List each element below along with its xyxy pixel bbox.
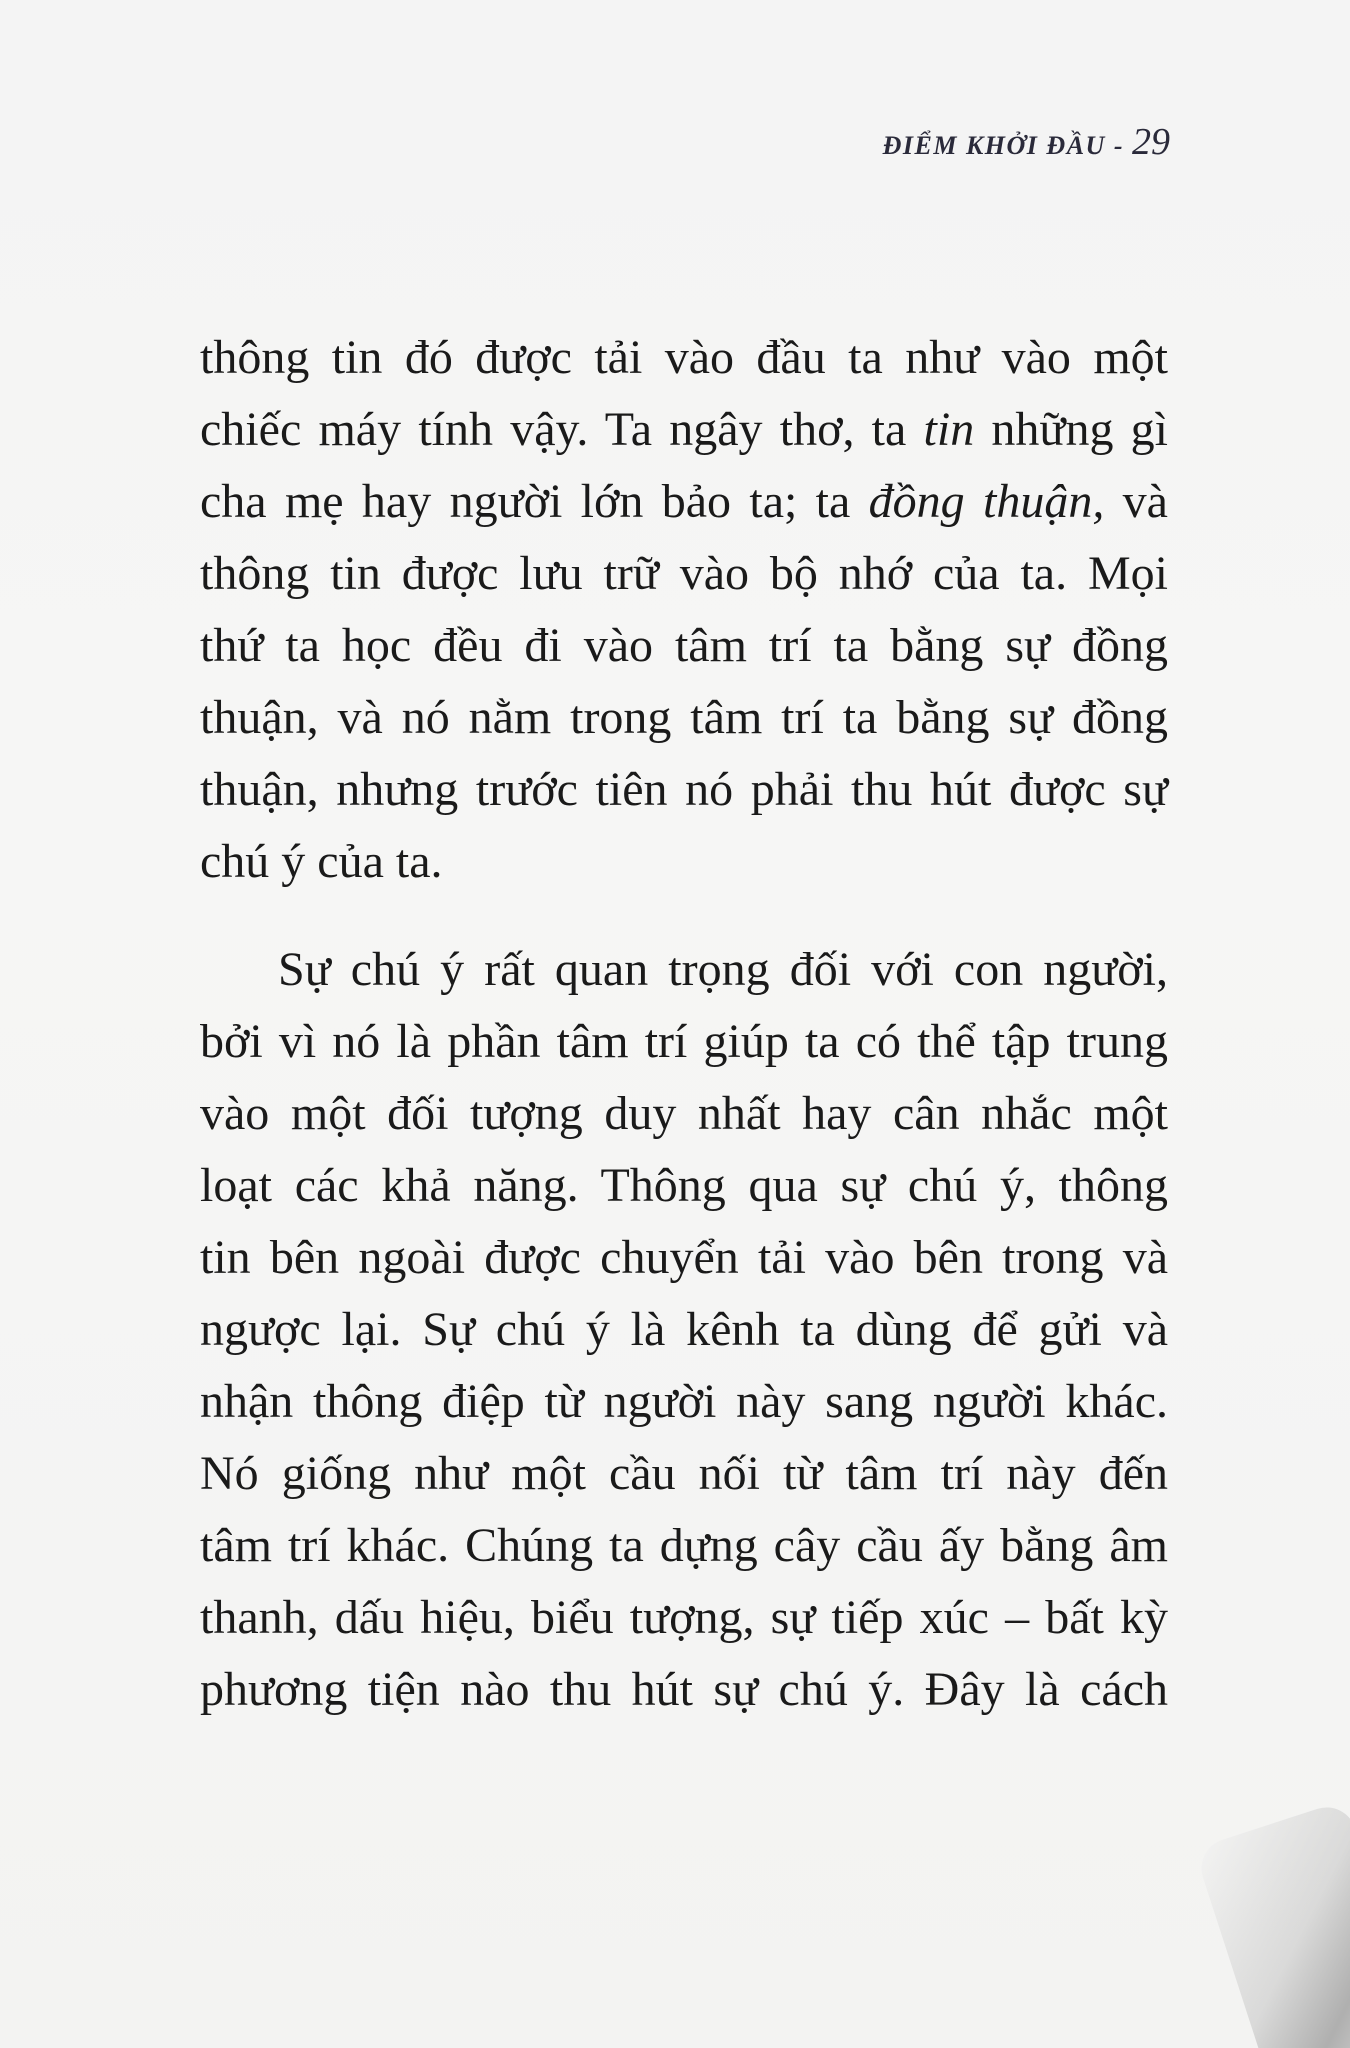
paragraph: [200, 322, 1168, 898]
text-line: bởi vì nó là phần tâm trí giúp ta có thể tập trung: [200, 1015, 1168, 1068]
page-curl-shadow: [1194, 1800, 1350, 2048]
italic-word: tin: [923, 403, 975, 456]
text-line: thuận, và nó nằm trong tâm trí ta bằng sự đồng: [200, 691, 1168, 744]
text-line: thanh, dấu hiệu, biểu tượng, sự tiếp xúc – bất kỳ: [200, 1591, 1168, 1644]
italic-word: đồng thuận,: [868, 475, 1105, 528]
text-line: Sự chú ý rất quan trọng đối với con người,: [278, 943, 1168, 996]
text-run: chiếc máy tính vậy. Ta ngây thơ, ta: [200, 403, 924, 456]
text-line: [200, 466, 1168, 538]
text-line: thông tin đó được tải vào đầu ta như vào một: [200, 331, 1168, 384]
text-line: [200, 394, 1168, 466]
text-run: những gì: [974, 403, 1168, 456]
text-line: thứ ta học đều đi vào tâm trí ta bằng sự đồng: [200, 619, 1168, 672]
text-line: thuận, nhưng trước tiên nó phải thu hút được sự: [200, 763, 1168, 816]
paragraph-gap: [200, 898, 1168, 934]
text-line: thông tin được lưu trữ vào bộ nhớ của ta. Mọi: [200, 547, 1168, 600]
text-line: tin bên ngoài được chuyển tải vào bên trong và: [200, 1231, 1168, 1284]
text-line: nhận thông điệp từ người này sang người khác.: [200, 1375, 1168, 1428]
text-line: phương tiện nào thu hút sự chú ý. Đây là cách: [200, 1663, 1168, 1716]
body-text: [200, 322, 1168, 1726]
page-number: 29: [1132, 121, 1170, 163]
text-line: chú ý của ta.: [200, 835, 443, 888]
text-run: và: [1104, 475, 1168, 528]
text-line: Nó giống như một cầu nối từ tâm trí này đến: [200, 1447, 1168, 1500]
header-separator: -: [1113, 131, 1124, 160]
text-line: loạt các khả năng. Thông qua sự chú ý, thông: [200, 1159, 1168, 1212]
text-line: vào một đối tượng duy nhất hay cân nhắc một: [200, 1087, 1168, 1140]
text-line: tâm trí khác. Chúng ta dựng cây cầu ấy bằng âm: [200, 1519, 1168, 1572]
running-header: [883, 120, 1170, 164]
paragraph: [200, 934, 1168, 1726]
chapter-title: ĐIỂM KHỞI ĐẦU: [882, 131, 1106, 160]
text-run: cha mẹ hay người lớn bảo ta; ta: [200, 475, 869, 528]
text-line: ngược lại. Sự chú ý là kênh ta dùng để gửi và: [200, 1303, 1168, 1356]
